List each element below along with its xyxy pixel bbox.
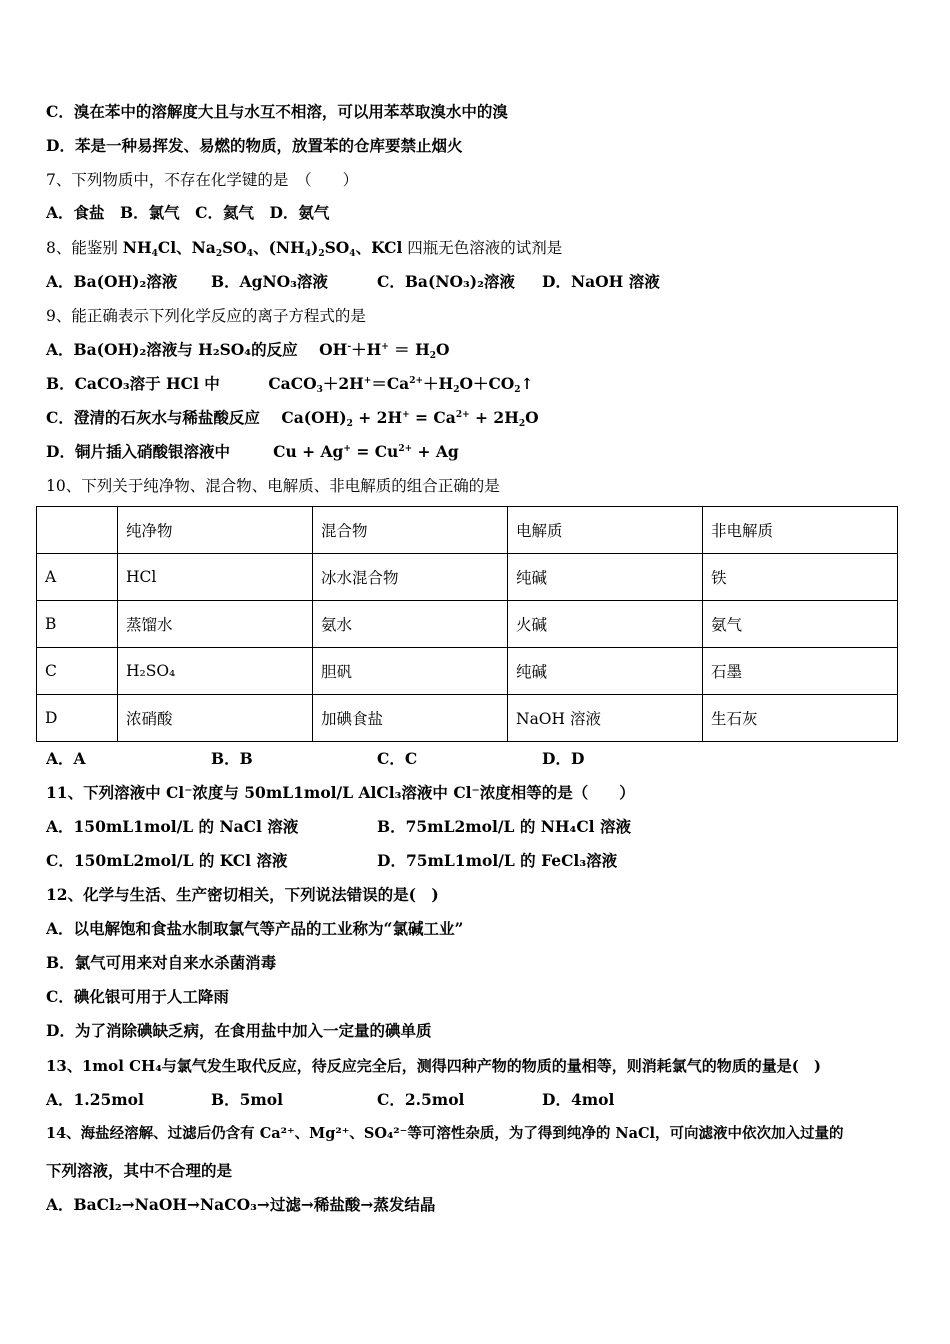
table-cell: C: [37, 648, 118, 695]
table-cell: 石墨: [703, 648, 898, 695]
table-header-cell: 电解质: [508, 507, 703, 554]
table-cell: 浓硝酸: [118, 695, 313, 742]
q8-stem-prefix: 8、能鉴别: [46, 239, 123, 257]
q10-option-c: C．C: [377, 749, 418, 768]
q12-option-a: A．以电解饱和食盐水制取氯气等产品的工业称为“氯碱工业”: [46, 919, 464, 938]
table-cell: H₂SO₄: [118, 648, 313, 695]
table-cell: NaOH 溶液: [508, 695, 703, 742]
q7-stem: 7、下列物质中，不存在化学键的是 （ ）: [46, 171, 359, 189]
q13-stem: 13、1mol CH₄与氯气发生取代反应，待反应完全后，测得四种产物的物质的量相等，则消耗氯气的物质的量是( ): [46, 1057, 821, 1075]
table-cell: B: [37, 601, 118, 648]
table-row: [37, 648, 898, 695]
table-cell: D: [37, 695, 118, 742]
q12-option-b: B．氯气可用来对自来水杀菌消毒: [46, 953, 277, 972]
table-row: [37, 695, 898, 742]
q9-option-c: C．澄清的石灰水与稀盐酸反应 $Ca(OH)_2 + 2H^+ = Ca^{2+} + 2H_2O$: [46, 408, 539, 429]
q14-option-a: A．BaCl₂→NaOH→NaCO₃→过滤→稀盐酸→蒸发结晶: [46, 1195, 436, 1214]
q8-option-d: D．NaOH 溶液: [542, 272, 660, 291]
q11-option-a: A．150mL1mol/L 的 NaCl 溶液: [46, 817, 299, 836]
q8-stem: 8、能鉴别 $NH_4Cl$、$Na_2SO_4$、$(NH_4)_2SO_4$、KCl 四瓶无色溶液的试剂是: [46, 238, 563, 259]
table-cell: 加碘食盐: [313, 695, 508, 742]
q8-options: [46, 272, 660, 292]
table-cell: 生石灰: [703, 695, 898, 742]
q9-option-b: B．CaCO₃溶于 HCl 中 $CaCO_3+2H^+=Ca^{2+}+H_2O+CO_2↑$: [46, 374, 534, 395]
q9-option-c-text: C．澄清的石灰水与稀盐酸反应: [46, 408, 260, 427]
table-cell: 纯碱: [508, 554, 703, 601]
q11-stem: 11、下列溶液中 Cl⁻浓度与 50mL1mol/L AlCl₃溶液中 Cl⁻浓度相等的是（ ）: [46, 783, 635, 802]
q13-option-a: A．1.25mol: [46, 1090, 144, 1109]
q11-option-b: B．75mL2mol/L 的 NH₄Cl 溶液: [377, 817, 631, 836]
table-cell: A: [37, 554, 118, 601]
q11-options-row1: [46, 817, 631, 837]
q7-options: A．食盐 B．氯气 C．氦气 D．氨气: [46, 203, 330, 222]
q14-stem-line1: 14、海盐经溶解、过滤后仍含有 Ca²⁺、Mg²⁺、SO₄²⁻等可溶性杂质，为了得到纯净的 NaCl，可向滤液中依次加入过量的: [46, 1125, 844, 1142]
q10-stem: 10、下列关于纯净物、混合物、电解质、非电解质的组合正确的是: [46, 477, 500, 495]
q12-option-c: C．碘化银可用于人工降雨: [46, 987, 229, 1006]
table-cell: HCl: [118, 554, 313, 601]
q11-option-c: C．150mL2mol/L 的 KCl 溶液: [46, 851, 288, 870]
q13-option-c: C．2.5mol: [377, 1090, 465, 1109]
table-header-cell: 纯净物: [118, 507, 313, 554]
q8-option-c: C．Ba(NO₃)₂溶液: [377, 272, 515, 291]
q9-option-d-text: D．铜片插入硝酸银溶液中: [46, 442, 230, 461]
q10-table: [36, 506, 898, 742]
table-row: [37, 554, 898, 601]
q8-stem-suffix: 四瓶无色溶液的试剂是: [402, 239, 563, 257]
q13-option-d: D．4mol: [542, 1090, 615, 1109]
table-cell: 铁: [703, 554, 898, 601]
q10-option-d: D．D: [542, 749, 585, 768]
q13-options: [46, 1090, 614, 1110]
q8-option-a: A．Ba(OH)₂溶液: [46, 272, 178, 291]
table-cell: 纯碱: [508, 648, 703, 695]
q13-option-b: B．5mol: [211, 1090, 284, 1109]
table-header-row: [37, 507, 898, 554]
table-cell: 蒸馏水: [118, 601, 313, 648]
q12-option-d: D．为了消除碘缺乏病，在食用盐中加入一定量的碘单质: [46, 1021, 432, 1040]
q6-option-d: D．苯是一种易挥发、易燃的物质，放置苯的仓库要禁止烟火: [46, 136, 463, 155]
q10-option-a: A．A: [46, 749, 86, 768]
table-header-cell: 非电解质: [703, 507, 898, 554]
q8-option-b: B．AgNO₃溶液: [211, 272, 328, 291]
q6-option-c: C．溴在苯中的溶解度大且与水互不相溶，可以用苯萃取溴水中的溴: [46, 102, 508, 121]
table-cell: 冰水混合物: [313, 554, 508, 601]
q11-options-row2: [46, 851, 617, 871]
q9-option-a: A．Ba(OH)₂溶液与 H₂SO₄的反应 $OH^-+H^+ = H_2O$: [46, 340, 450, 361]
q10-options: [46, 749, 584, 769]
q12-stem: 12、化学与生活、生产密切相关，下列说法错误的是( ): [46, 885, 439, 904]
q9-stem: 9、能正确表示下列化学反应的离子方程式的是: [46, 307, 366, 325]
table-cell: 氨水: [313, 601, 508, 648]
q10-option-b: B．B: [211, 749, 253, 768]
table-cell: 胆矾: [313, 648, 508, 695]
q14-stem-line2: 下列溶液，其中不合理的是: [46, 1161, 233, 1180]
q9-option-d: D．铜片插入硝酸银溶液中 $Cu + Ag^+ = Cu^{2+} + Ag$: [46, 442, 459, 461]
q9-option-a-text: A．Ba(OH)₂溶液与 H₂SO₄的反应: [46, 340, 298, 359]
table-header-cell: [37, 507, 118, 554]
table-row: [37, 601, 898, 648]
table-cell: 火碱: [508, 601, 703, 648]
table-header-cell: 混合物: [313, 507, 508, 554]
q11-option-d: D．75mL1mol/L 的 FeCl₃溶液: [377, 851, 618, 870]
table-cell: 氨气: [703, 601, 898, 648]
q9-option-b-text: B．CaCO₃溶于 HCl 中: [46, 374, 220, 393]
